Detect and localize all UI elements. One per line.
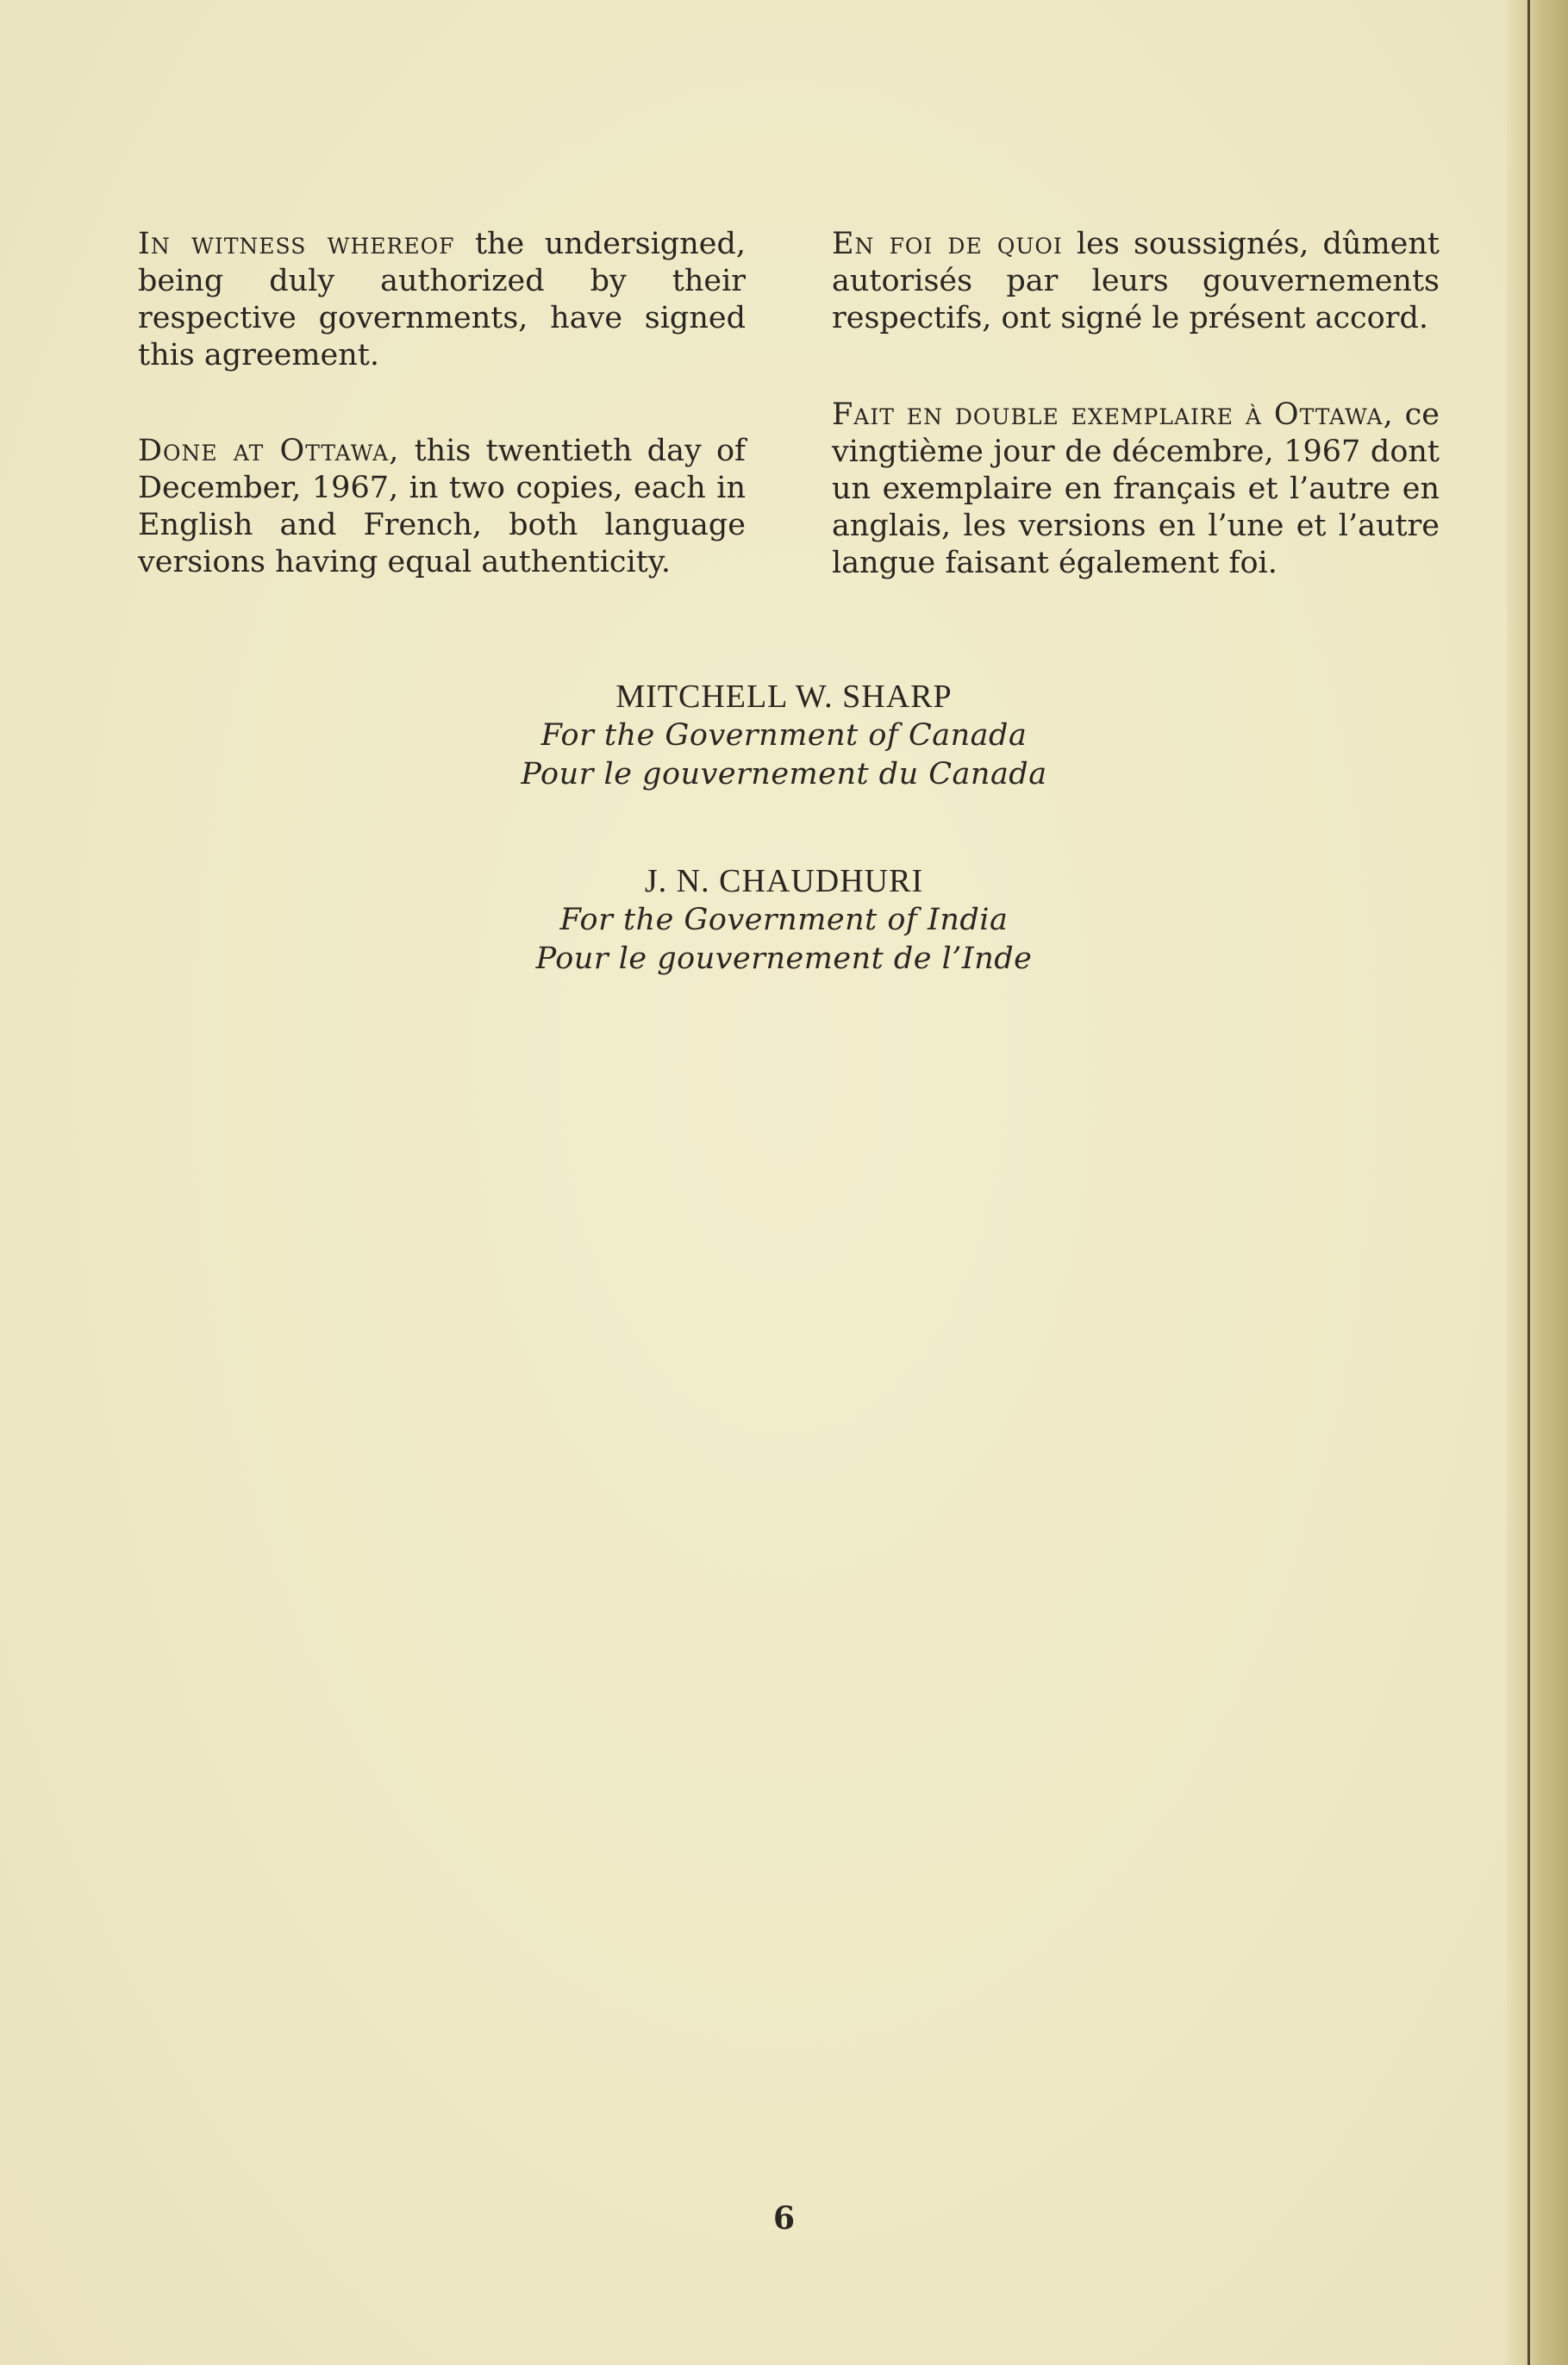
signatory-role-en: For the Government of Canada <box>540 718 1028 753</box>
witness-paragraph-en <box>138 226 746 374</box>
done-text-fr: ce vingtième jour de décembre, 1967 dont un exemplaire en français et l’autre en anglais, les versions en l’une et l’autre langue faisant également foi. <box>832 397 1440 580</box>
signatory-role-fr: Pour le gouvernement de l’Inde <box>535 942 1033 976</box>
witness-lead-fr: En foi de quoi <box>832 227 1063 261</box>
witness-text-fr: les soussignés, dûment autorisés par leurs gouvernements respectifs, ont signé le présent accord. <box>832 227 1440 335</box>
done-lead-fr: Fait en double exemplaire à Ottawa, <box>832 397 1394 432</box>
signatory-role-en: For the Government of India <box>559 903 1009 937</box>
witness-text-en: the undersigned, being duly authorized by their respective governments, have signed this agreement. <box>138 227 746 372</box>
signatory-name: J. N. CHAUDHURI <box>644 863 924 899</box>
signature-block-india <box>0 862 1568 979</box>
signatory-name: MITCHELL W. SHARP <box>615 679 953 715</box>
signature-block-canada <box>0 678 1568 794</box>
signatory-role-fr: Pour le gouvernement du Canada <box>521 757 1047 791</box>
done-paragraph-en <box>138 433 746 581</box>
binding-line <box>1527 0 1530 2365</box>
witness-lead-en: In witness whereof <box>138 227 455 261</box>
page-number: 6 <box>772 2200 796 2237</box>
page-binding-edge <box>1507 0 1568 2365</box>
witness-paragraph-fr <box>832 226 1440 337</box>
done-text-en: this twentieth day of December, 1967, in two copies, each in English and French, both language versions having equal authenticity. <box>138 434 746 579</box>
done-paragraph-fr <box>832 397 1440 582</box>
done-lead-en: Done at Ottawa, <box>138 434 400 468</box>
